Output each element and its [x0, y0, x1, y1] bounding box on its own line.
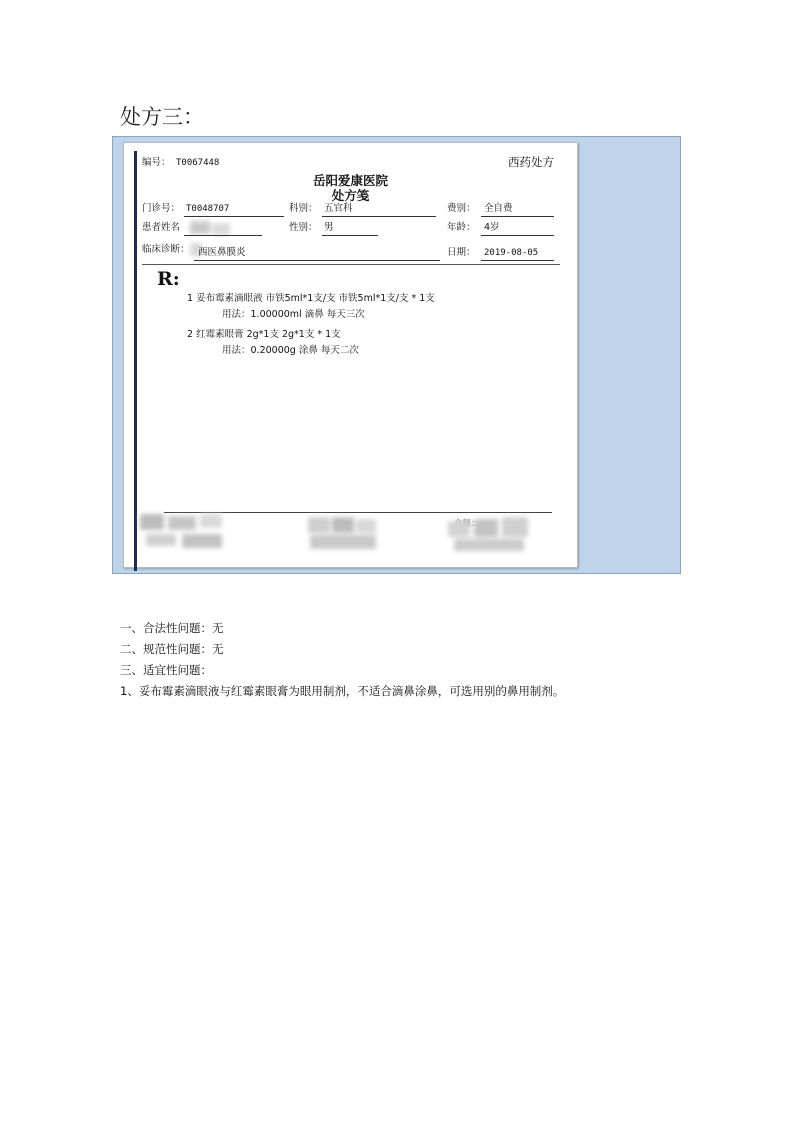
rx-mark: R: [157, 268, 180, 290]
drug-2-line: 2 红霉素眼膏 2g*1支 2g*1支 * 1支 [187, 329, 341, 340]
drug-1-line: 1 妥布霉素滴眼液 市铁5ml*1支/支 市铁5ml*1支/支 * 1支 [187, 293, 435, 304]
diagnosis-label: 临床诊断： [142, 244, 190, 255]
gender-value: 男 [324, 222, 334, 233]
gender-underline [322, 235, 378, 236]
gender-label: 性别： [289, 222, 318, 233]
drug-1-usage: 用法：1.00000ml 滴鼻 每天三次 [222, 309, 365, 320]
prescription-form [123, 142, 578, 568]
fee-underline [481, 216, 554, 217]
date-underline [481, 260, 554, 261]
diagnosis-value: 西医鼻膜炎 [198, 247, 246, 258]
clinic-no-value: T0048707 [186, 204, 230, 214]
signature-redacted-1 [138, 510, 238, 552]
drug-2-usage: 用法：0.20000g 涂鼻 每天二次 [222, 345, 359, 356]
age-value: 4岁 [484, 222, 500, 233]
review-legality: 一、合法性问题：无 [120, 621, 224, 635]
serial-value: T0067448 [176, 158, 220, 168]
dept-underline [322, 216, 436, 217]
signature-redacted-2 [304, 513, 384, 553]
form-left-edge [134, 151, 137, 571]
date-label: 日期： [447, 247, 476, 258]
header-divider [142, 264, 560, 265]
review-appropriateness: 三、适宜性问题： [120, 663, 212, 677]
age-underline [481, 235, 554, 236]
patient-underline [184, 235, 262, 236]
date-value: 2019-08-05 [484, 248, 539, 258]
fee-value: 全自费 [484, 203, 513, 214]
prescription-image-frame [112, 136, 681, 574]
prescription-type: 西药处方 [508, 155, 554, 169]
dept-label: 科别： [289, 203, 318, 214]
clinic-no-underline [184, 216, 284, 217]
review-detail: 1、妥布霉素滴眼液与红霉素眼膏为眼用制剂，不适合滴鼻涂鼻，可选用别的鼻用制剂。 [120, 684, 565, 698]
fee-label: 费别： [447, 203, 476, 214]
clinic-no-label: 门诊号： [142, 203, 181, 214]
age-label: 年龄： [447, 222, 476, 233]
patient-name-label: 患者姓名 [142, 222, 181, 233]
page-heading: 处方三： [120, 105, 204, 129]
signature-redacted-3 [444, 515, 534, 555]
serial-label: 编号： [142, 157, 171, 168]
hospital-name: 岳阳爱康医院 [312, 173, 388, 188]
form-title: 处方笺 [331, 188, 370, 203]
review-standard: 二、规范性问题：无 [120, 642, 224, 656]
diagnosis-underline [194, 260, 440, 261]
dept-value: 五官科 [324, 203, 353, 214]
patient-name-redacted [186, 221, 234, 235]
